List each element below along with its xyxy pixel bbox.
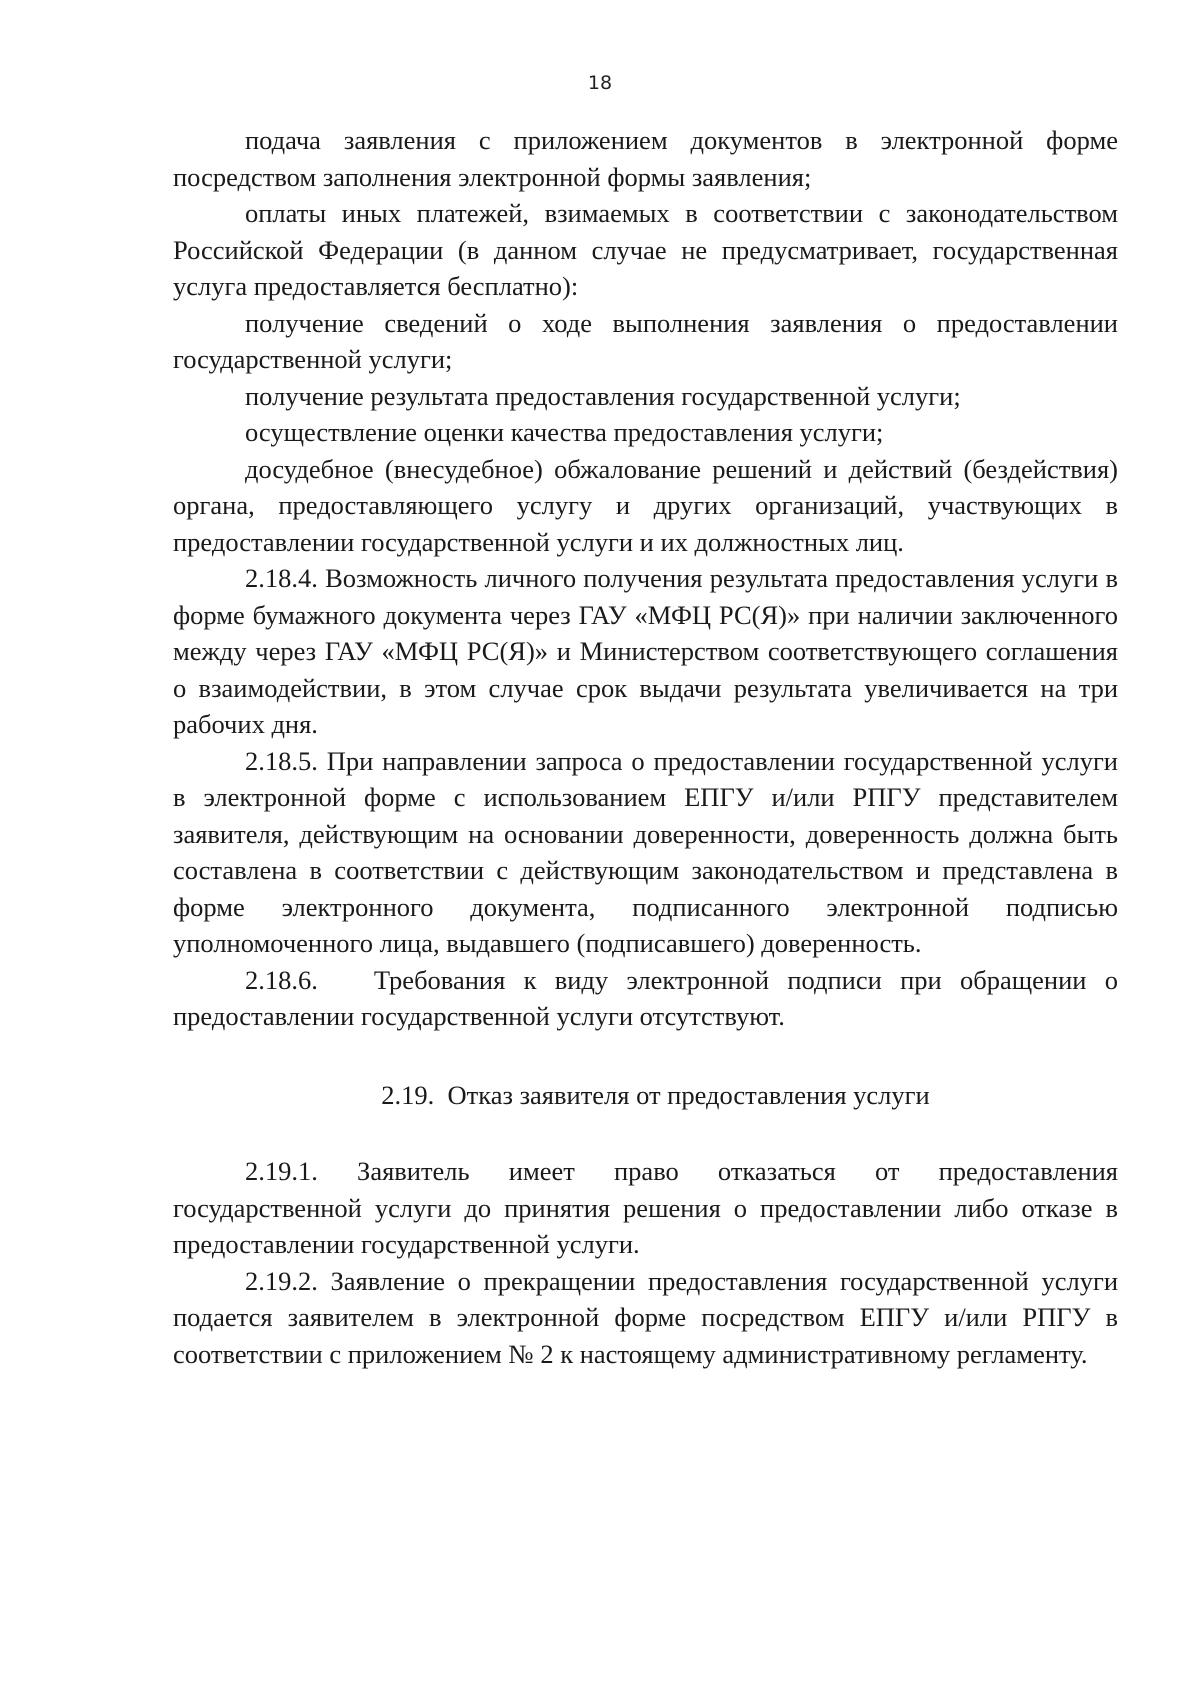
clause-2-18-4: 2.18.4. Возможность личного получения результата предоставления услуги в форме бумажного документа через ГАУ «МФЦ РС(Я)» при наличии заключенного между через ГАУ «МФЦ РС(Я)» и Министерством соответствующего соглашения о взаимодействии, в этом случае срок выдачи результата увеличивается на три рабочих дня. — [173, 563, 1118, 739]
clause-2-19-2: 2.19.2. Заявление о прекращении предоставления государственной услуги подается заявителем в электронной форме посредством ЕПГУ и/или РПГУ в соответствии с приложением № 2 к настоящему административному регламенту. — [173, 1265, 1118, 1369]
clause-2-19-1: 2.19.1. Заявитель имеет право отказаться от предоставления государственной услуги до принятия решения о предоставлении либо отказе в предоставлении государственной услуги. — [173, 1156, 1118, 1259]
paragraph-obtain-result: получение результата предоставления государственной услуги; — [245, 380, 961, 411]
paragraph-quality-assessment: осуществление оценки качества предоставления услуги; — [245, 417, 884, 447]
clause-2-18-6-number: 2.18.6. — [245, 964, 318, 995]
paragraph-application-submission: подача заявления с приложением документов в электронной форме посредством заполнения электронной формы заявления; — [173, 125, 1118, 192]
clause-2-18-6-text: Требования к виду электронной подписи при обращении о предоставлении государственной услуги отсутствуют. — [173, 964, 1118, 1031]
section-heading-2-19: 2.19. Отказ заявителя от предоставления услуги — [381, 1079, 930, 1110]
paragraph-progress-info: получение сведений о ходе выполнения заявления о предоставлении государственной услуги; — [173, 307, 1118, 374]
document-body — [173, 122, 1118, 1372]
clause-2-18-6 — [173, 962, 1118, 1035]
paragraph-pretrial-appeal: досудебное (внесудебное) обжалование решений и действий (бездействия) органа, предоставляющего услугу и других организаций, участвующих в предоставлении государственной услуги и их должностных лиц. — [173, 453, 1118, 557]
page-number: 18 — [587, 72, 613, 94]
clause-2-18-5: 2.18.5. При направлении запроса о предоставлении государственной услуги в электронной форме с использованием ЕПГУ и/или РПГУ представителем заявителя, действующим на основании доверенности, доверенность должна быть составлена в соответствии с действующим законодательством и представлена в форме электронного документа, подписанного электронной подписью уполномоченного лица, выдавшего (подписавшего) доверенность. — [173, 745, 1118, 958]
paragraph-other-payments: оплаты иных платежей, взимаемых в соответствии с законодательством Российской Федерации (в данном случае не предусматривает, государственная услуга предоставляется бесплатно): — [173, 198, 1118, 301]
